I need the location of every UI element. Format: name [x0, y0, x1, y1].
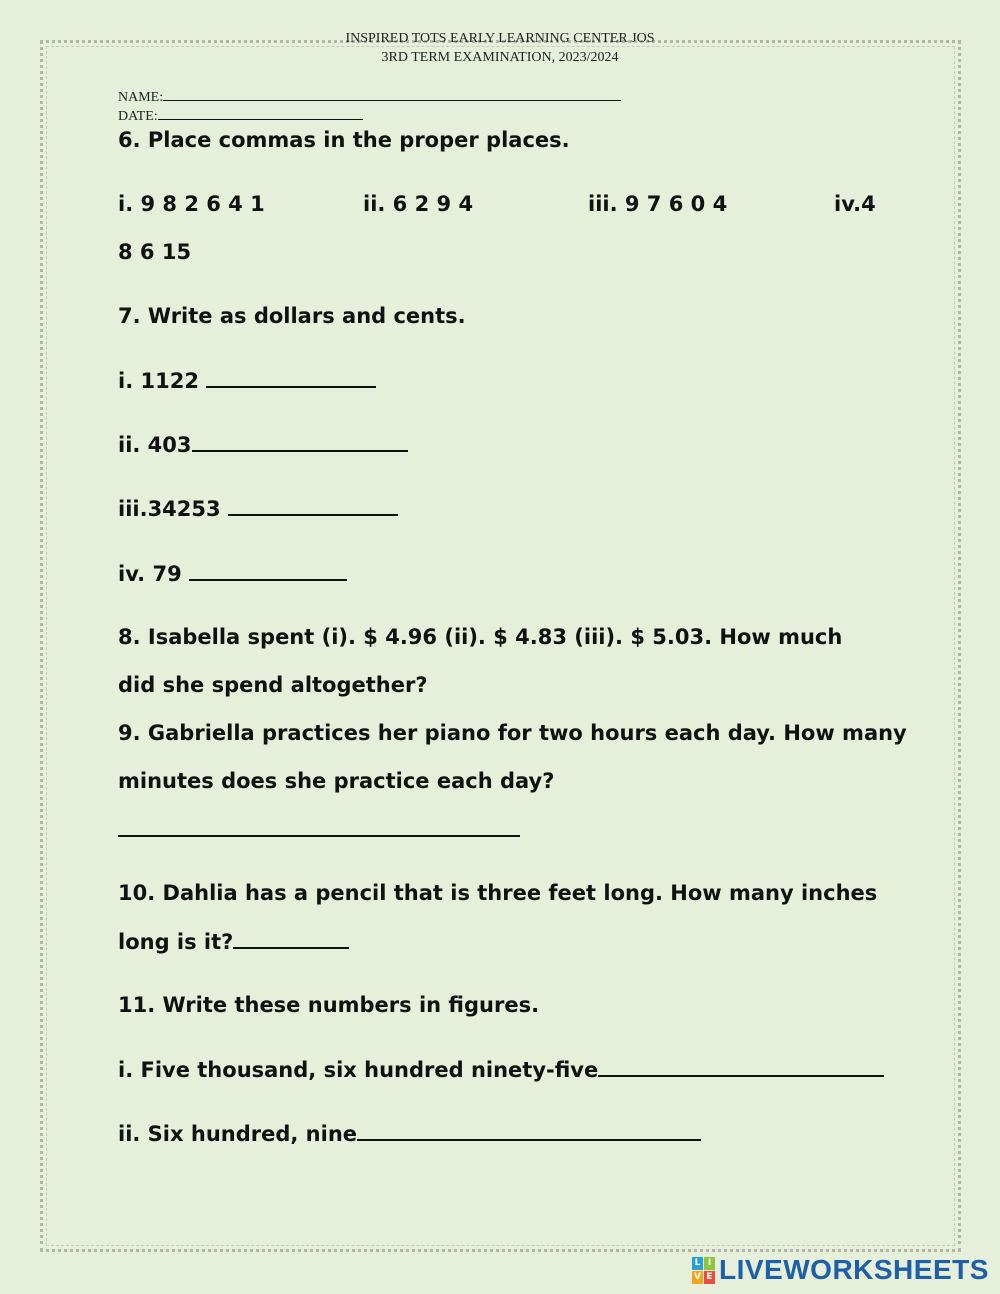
q9-answer-line[interactable] — [118, 817, 520, 842]
q9-line1: 9. Gabriella practices her piano for two hours each day. How many — [118, 721, 907, 745]
date-blank[interactable] — [158, 106, 363, 120]
q6-ii: ii. 6 2 9 4 — [363, 192, 474, 216]
q10-line1: 10. Dahlia has a pencil that is three feet long. How many inches — [118, 881, 878, 905]
q6-i: i. 9 8 2 6 4 1 — [118, 192, 265, 216]
answer-blank[interactable] — [228, 496, 398, 516]
school-name: INSPIRED TOTS EARLY LEARNING CENTER JOS — [345, 31, 655, 46]
q7-item-iv: iv. 79 — [118, 561, 347, 586]
q6-iv-cont: 8 6 15 — [118, 240, 192, 264]
name-blank[interactable] — [163, 87, 621, 101]
answer-blank[interactable] — [206, 368, 376, 388]
q7-item-i: i. 1122 — [118, 368, 376, 393]
answer-blank[interactable] — [233, 929, 349, 949]
q6-iv: iv.4 — [834, 192, 876, 216]
liveworksheets-logo[interactable] — [692, 1254, 989, 1286]
q11-item-i: i. Five thousand, six hundred ninety-five — [118, 1057, 884, 1082]
q6-iii: iii. 9 7 6 0 4 — [588, 192, 728, 216]
date-field[interactable] — [118, 106, 363, 125]
brand-name: LIVEWORKSHEETS — [719, 1254, 989, 1285]
answer-blank[interactable] — [189, 561, 347, 581]
date-label: DATE: — [118, 109, 158, 124]
liveworksheets-mark-icon: L I V E — [692, 1257, 715, 1284]
q10-line2: long is it? — [118, 929, 349, 954]
answer-blank[interactable] — [192, 432, 408, 452]
q8-line1: 8. Isabella spent (i). $ 4.96 (ii). $ 4.83 (iii). $ 5.03. How much — [118, 625, 843, 649]
q7-title: 7. Write as dollars and cents. — [118, 304, 466, 328]
q8-line2: did she spend altogether? — [118, 673, 428, 697]
q11-title: 11. Write these numbers in figures. — [118, 993, 540, 1017]
name-field[interactable] — [118, 87, 621, 106]
answer-blank[interactable] — [598, 1057, 884, 1077]
answer-blank[interactable] — [118, 817, 520, 837]
q11-item-ii: ii. Six hundred, nine — [118, 1121, 701, 1146]
exam-title: 3RD TERM EXAMINATION, 2023/2024 — [381, 50, 619, 65]
answer-blank[interactable] — [357, 1121, 701, 1141]
name-label: NAME: — [118, 90, 164, 105]
q7-item-ii: ii. 403 — [118, 432, 408, 457]
q7-item-iii: iii.34253 — [118, 496, 398, 521]
q6-title: 6. Place commas in the proper places. — [118, 128, 570, 152]
q9-line2: minutes does she practice each day? — [118, 769, 555, 793]
